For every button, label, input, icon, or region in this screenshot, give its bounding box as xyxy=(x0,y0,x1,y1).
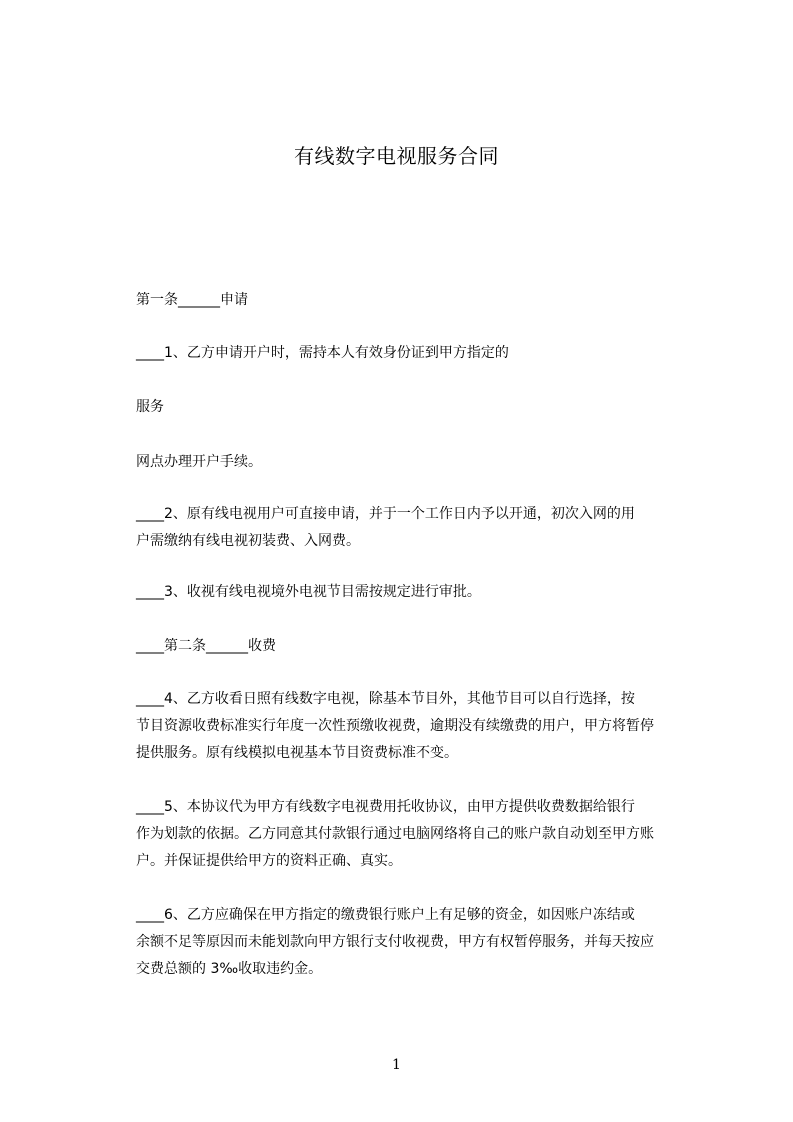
text-line: ____5、本协议代为甲方有线数字电视费用托收协议，由甲方提供收费数据给银行 xyxy=(136,799,635,815)
clause-6 xyxy=(136,902,696,983)
text-line: 户需缴纳有线电视初装费、入网费。 xyxy=(136,533,360,549)
text-line: ____2、原有线电视用户可直接申请，并于一个工作日内予以开通，初次入网的用 xyxy=(136,506,635,522)
article-1-heading xyxy=(136,287,696,314)
text-line: ____6、乙方应确保在甲方指定的缴费银行账户上有足够的资金，如因账户冻结或 xyxy=(136,907,635,923)
page-number: 1 xyxy=(392,1057,401,1073)
document-title: 有线数字电视服务合同 xyxy=(294,144,499,168)
clause-1-continuation-b xyxy=(136,449,696,476)
article-2-heading xyxy=(136,633,696,660)
text-line: 交费总额的 3‰收取违约金。 xyxy=(136,961,323,977)
text-line: ____4、乙方收看日照有线数字电视，除基本节目外，其他节目可以自行选择，按 xyxy=(136,691,635,707)
clause-4 xyxy=(136,686,696,767)
text-line: 节目资源收费标准实行年度一次性预缴收视费，逾期没有续缴费的用户，甲方将暂停 xyxy=(136,718,654,734)
clause-2 xyxy=(136,501,696,555)
clause-1 xyxy=(136,340,696,367)
text-line: ____3、收视有线电视境外电视节目需按规定进行审批。 xyxy=(136,584,481,600)
text-line: 第一条______申请 xyxy=(136,292,248,308)
text-line: 服务 xyxy=(136,399,164,415)
text-line: 户。并保证提供给甲方的资料正确、真实。 xyxy=(136,853,402,869)
text-line: 网点办理开户手续。 xyxy=(136,454,262,470)
text-line: ____1、乙方申请开户时，需持本人有效身份证到甲方指定的 xyxy=(136,345,509,361)
text-line: ____第二条______收费 xyxy=(136,638,276,654)
text-line: 作为划款的依据。乙方同意其付款银行通过电脑网络将自己的账户款自动划至甲方账 xyxy=(136,826,654,842)
clause-1-continuation-a xyxy=(136,394,696,421)
text-line: 余额不足等原因而未能划款向甲方银行支付收视费，甲方有权暂停服务，并每天按应 xyxy=(136,934,654,950)
clause-5 xyxy=(136,794,696,875)
text-line: 提供服务。原有线模拟电视基本节目资费标准不变。 xyxy=(136,745,458,761)
clause-3 xyxy=(136,579,696,606)
